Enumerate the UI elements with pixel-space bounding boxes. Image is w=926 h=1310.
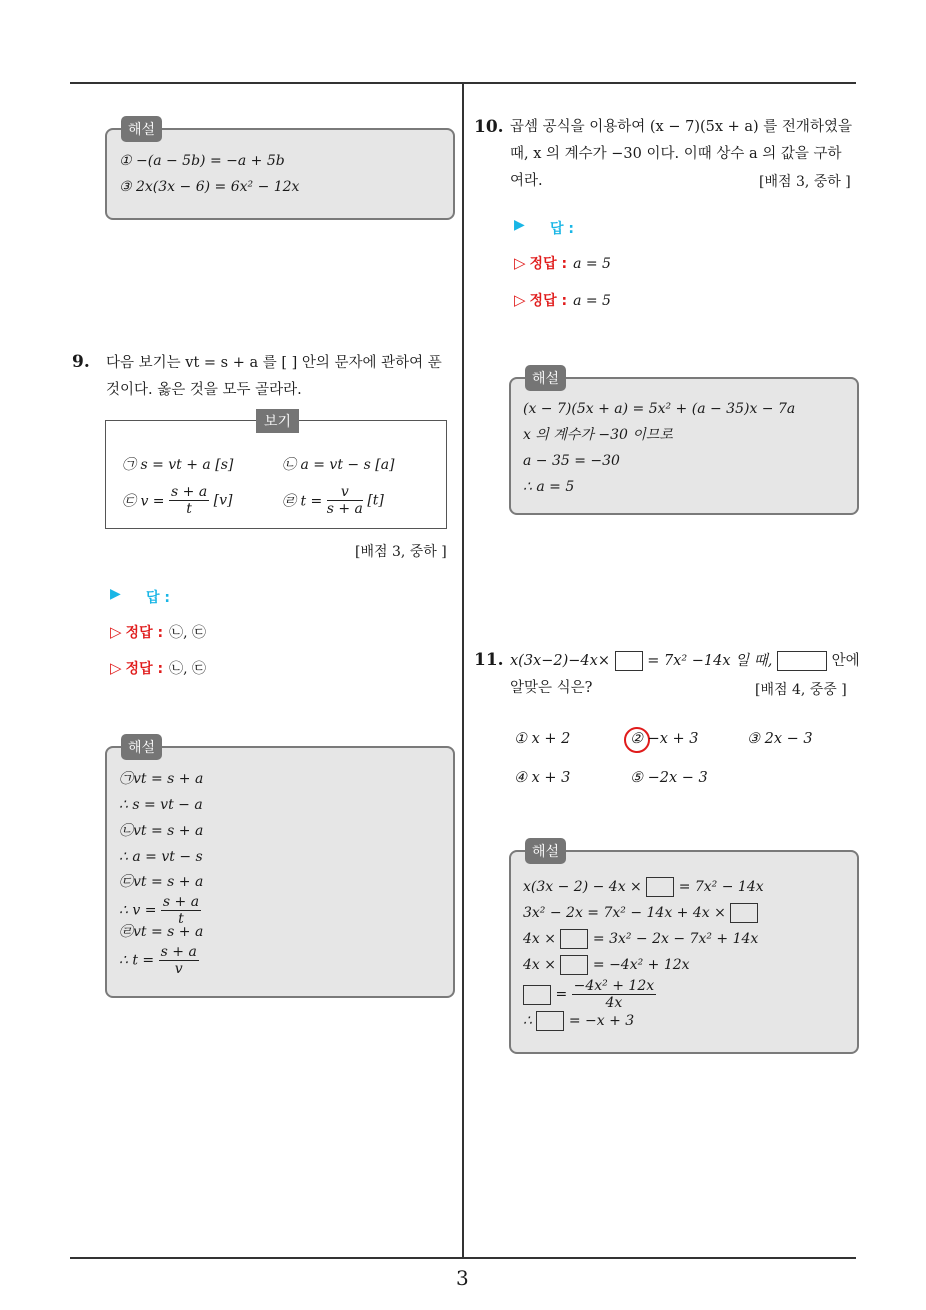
bogi-item-4-post: [t] [367,492,384,509]
q11-sol-line-6 [523,1008,847,1034]
q9-correct-1 [110,622,206,642]
q11-blank-box-2 [777,651,827,671]
q9-bogi-box [105,414,447,529]
column-divider [462,82,464,1258]
bogi-item-3-pre: ㉢ v = [122,493,165,510]
bogi-item-3-fraction [169,484,209,517]
sol-text: 4x × [523,931,556,947]
q9-sol-line-2: ∴ s = vt − a [119,797,203,813]
fraction-denominator: t [178,911,184,927]
sol-text: 4x × [523,957,556,973]
sol-blank-box [560,955,588,975]
sol-blank-box [646,877,674,897]
triangle-icon: ▷ [514,254,526,272]
q10-sol-line-4: ∴ a = 5 [523,479,575,495]
correct-label: 정답 : [125,661,164,677]
q8-sol-line-2: ③ 2x(3x − 6) = 6x² − 12x [119,179,300,195]
q10-solution-box [509,371,859,515]
sol-text: 3x² − 2x = 7x² − 14x + 4x × [523,905,726,921]
fraction-numerator: s + a [171,484,208,500]
sol-text: = [555,986,568,1003]
solution-tag: 해설 [525,365,566,391]
correct-value: ㉡, ㉢ [169,661,206,677]
q9-sol-line-5: ㉢vt = s + a [119,874,204,890]
sol-text: ∴ [523,1013,532,1029]
bogi-item-4 [282,484,384,517]
q11-number: 11. [474,650,504,670]
sol-blank-box [560,929,588,949]
bogi-item-3 [122,484,232,517]
q9-correct-2 [110,658,206,678]
q9-answer-arrow-icon: ▶ [110,586,121,602]
q9-sol-line-1: ㉠vt = s + a [119,771,204,787]
sol-blank-box [536,1011,564,1031]
triangle-icon: ▷ [110,659,122,677]
fraction-numerator: s + a [162,894,200,910]
sol-text: = −4x² + 12x [592,957,690,973]
page-number: 3 [456,1266,469,1290]
fraction-numerator: s + a [160,944,197,960]
solution-tag: 해설 [121,734,162,760]
sol-text: = −x + 3 [568,1013,635,1029]
q11-sol-line-5 [523,978,847,1011]
fraction-numerator: v [327,484,363,501]
q10-sol-line-2: x 의 계수가 −30 이므로 [523,427,673,443]
q10-sol-line-1: (x − 7)(5x + a) = 5x² + (a − 35)x − 7a [523,401,796,417]
q11-choice-3[interactable]: ③ 2x − 3 [747,731,813,747]
q11-expr-c: 안에 [831,653,860,669]
bogi-item-4-fraction [327,484,363,517]
q9-sol-line-6 [119,894,443,927]
q11-sol-line-3 [523,926,847,952]
q10-points: [배점 3, 중하 ] [759,174,851,190]
sol-fraction [572,978,657,1011]
q10-text-line-2: 때, x 의 계수가 −30 이다. 이때 상수 a 의 값을 구하 [510,146,842,162]
solution-tag: 해설 [525,838,566,864]
bogi-item-2: ㉡ a = vt − s [a] [282,457,395,473]
correct-value: a = 5 [573,256,611,272]
sol-text: = 3x² − 2x − 7x² + 14x [592,931,759,947]
q11-sol-line-4 [523,952,847,978]
sol-text: = 7x² − 14x [678,879,764,895]
bogi-tag: 보기 [256,409,299,433]
q9-number: 9. [72,352,90,372]
q10-text-line-3: 여라. [510,173,543,189]
correct-value: a = 5 [573,293,611,309]
sol-pre: ∴ v = [119,902,157,919]
fraction-denominator: v [174,961,183,977]
q10-number: 10. [474,117,504,137]
q10-answer-arrow-icon: ▶ [514,217,525,233]
sol-text: x(3x − 2) − 4x × [523,879,642,895]
q9-points: [배점 3, 중하 ] [355,544,447,560]
correct-label: 정답 : [125,625,164,641]
q9-text-line-2: 것이다. 옳은 것을 모두 골라라. [106,382,302,398]
solution-tag: 해설 [121,116,162,142]
q9-sol-line-7: ㉣vt = s + a [119,924,204,940]
q10-text-line-1: 곱셈 공식을 이용하여 (x − 7)(5x + a) 를 전개하였을 [510,119,852,135]
q11-expr-a: x(3x−2)−4x× [510,653,610,669]
bogi-item-4-pre: ㉣ t = [282,493,323,510]
bogi-item-3-post: [v] [213,492,233,509]
q11-text-line-1 [510,648,860,675]
q11-choice-2[interactable]: ② −x + 3 [630,731,699,747]
q9-answer-label: 답 : [146,590,170,606]
q10-answer-label: 답 : [550,221,574,237]
q9-sol-line-4: ∴ a = vt − s [119,849,203,865]
sol-blank-box [523,985,551,1005]
q10-sol-line-3: a − 35 = −30 [523,453,620,469]
sol-pre: ∴ t = [119,952,155,969]
q11-choice-5[interactable]: ⑤ −2x − 3 [630,770,708,786]
q8-sol-line-1: ① −(a − 5b) = −a + 5b [119,153,285,169]
correct-value: ㉡, ㉢ [169,625,206,641]
fraction-numerator: −4x² + 12x [573,978,655,994]
q11-blank-box-1 [615,651,643,671]
bogi-item-1: ㉠ s = vt + a [s] [122,457,234,473]
q8-solution-box [105,122,455,220]
q9-sol-line-8 [119,944,443,977]
q9-solution-box [105,740,455,998]
fraction-denominator: 4x [605,995,623,1011]
sol-fraction [159,944,199,977]
q11-text-line-2: 알맞은 식은? [510,680,593,696]
triangle-icon: ▷ [110,623,122,641]
sol-blank-box [730,903,758,923]
q10-correct-2 [514,290,611,310]
correct-label: 정답 : [529,256,568,272]
q11-choice-4[interactable]: ④ x + 3 [514,770,571,786]
bottom-rule [70,1257,856,1259]
q11-choice-1[interactable]: ① x + 2 [514,731,571,747]
q9-sol-line-3: ㉡vt = s + a [119,823,204,839]
fraction-denominator: s + a [326,501,363,517]
q11-expr-b: = 7x² −14x 일 때, [647,653,773,669]
triangle-icon: ▷ [514,291,526,309]
q11-solution-box [509,844,859,1054]
fraction-denominator: t [186,501,192,517]
q10-correct-1 [514,253,611,273]
q11-points: [배점 4, 중중 ] [755,682,847,698]
correct-label: 정답 : [529,293,568,309]
q11-sol-line-2 [523,900,847,926]
q9-text-line-1: 다음 보기는 vt = s + a 를 [ ] 안의 문자에 관하여 푼 [106,355,442,371]
q11-sol-line-1 [523,874,847,900]
